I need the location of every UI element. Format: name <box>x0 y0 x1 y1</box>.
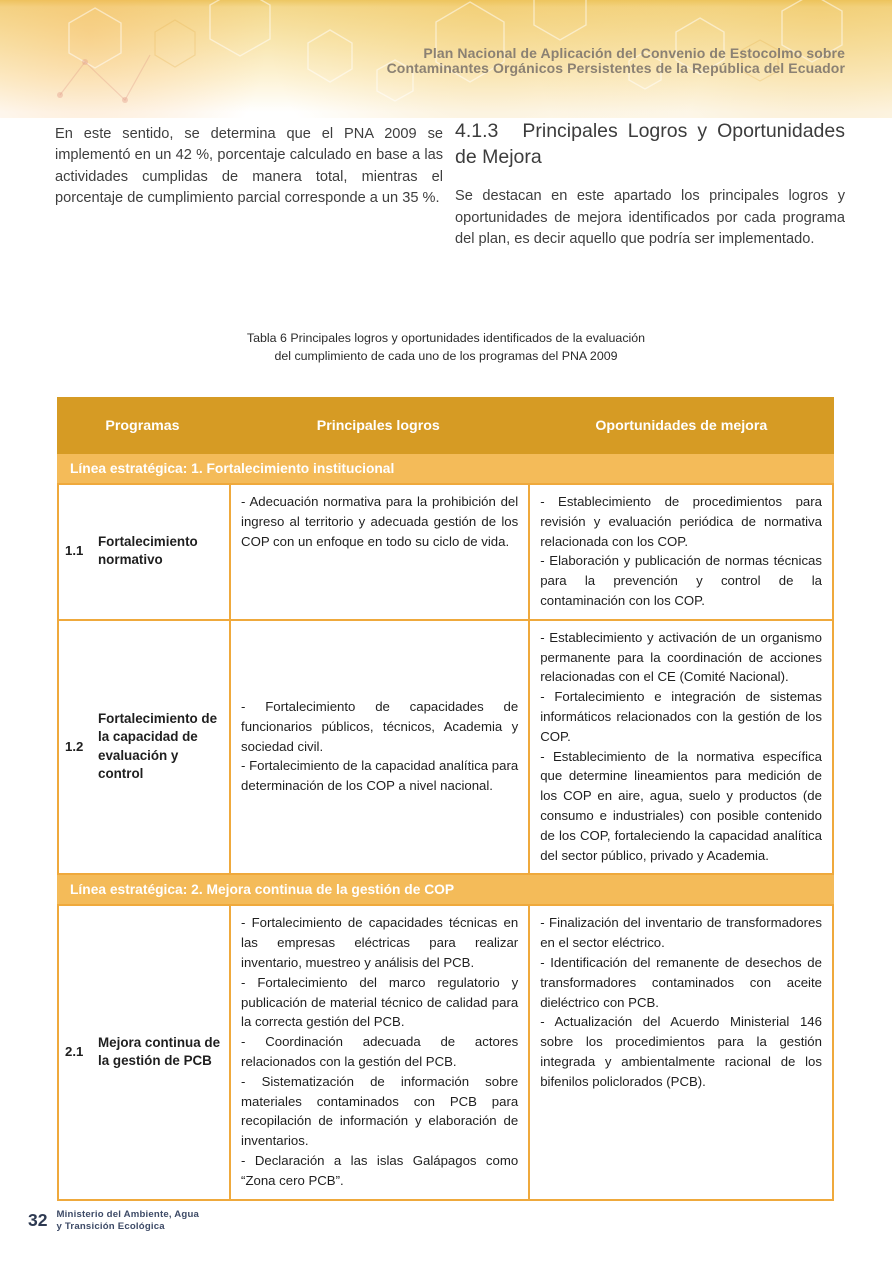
oportunidad-item: - Identificación del remanente de desechos de transformadores contaminados con aceite dieléctrico con PCB. <box>540 954 822 1010</box>
intro-paragraph-left: En este sentido, se determina que el PNA 2009 se implementó en un 42 %, porcentaje calculado en base a las actividades cumplidas de manera total, mientras el porcentaje de cumplimiento parcial corresponde a un 35 %. <box>55 126 443 206</box>
section-column <box>455 119 845 250</box>
logro-item: - Coordinación adecuada de actores relacionados con la gestión del PCB. <box>241 1034 519 1069</box>
logro-item: - Sistematización de información sobre materiales contaminados con PCB para recopilación de información y elaboración de inventarios. <box>241 1073 519 1149</box>
oportunidad-item: - Establecimiento de la normativa específica que determine lineamientos para medición de los COP en aire, agua, suelo y productos (de consumo e industriales) con posible contenido de los COP, fortaleciendo la capacidad analítica del sector público, privado y Academia. <box>540 748 822 863</box>
table-header-row <box>57 397 834 454</box>
program-cell <box>59 485 229 619</box>
table-caption-line1: Tabla 6 Principales logros y oportunidades identificados de la evaluación <box>246 331 646 345</box>
section-heading <box>455 119 845 170</box>
oportunidad-item: - Fortalecimiento e integración de sistemas informáticos relacionados con la gestión de los COP. <box>540 689 822 744</box>
ministry-line1: Ministerio del Ambiente, Agua <box>56 1209 200 1220</box>
oportunidades-cell <box>528 621 832 874</box>
report-title <box>387 46 845 76</box>
logros-cell <box>229 906 528 1198</box>
column-header-programas: Programas <box>105 417 180 434</box>
ministry-line2: y Transición Ecológica <box>56 1220 165 1232</box>
logro-item: - Fortalecimiento de capacidades de funcionarios públicos, técnicos, Academia y sociedad civil. <box>241 699 519 754</box>
column-header-oportunidades: Oportunidades de mejora <box>595 417 768 434</box>
logro-item: - Fortalecimiento de capacidades técnicas en las empresas eléctricas para realizar inventario, muestreo y análisis del PCB. <box>241 915 519 970</box>
program-name: Mejora continua de la gestión de PCB <box>98 1034 221 1068</box>
oportunidad-item: - Establecimiento y activación de un organismo permanente para la coordinación de acciones relacionadas con el CE (Comité Nacional). <box>540 629 822 685</box>
program-number: 1.2 <box>65 738 84 754</box>
section-number: 4.1.3 <box>455 120 499 142</box>
oportunidad-item: - Elaboración y publicación de normas técnicas para la prevención y control de la contaminación con los COP. <box>540 553 822 608</box>
column-header-logros: Principales logros <box>316 417 440 434</box>
report-title-line1: Plan Nacional de Aplicación del Convenio de Estocolmo sobre <box>423 45 845 61</box>
table-caption <box>0 330 892 366</box>
logros-cell <box>229 485 528 619</box>
page-header <box>0 0 892 118</box>
oportunidades-cell <box>528 485 832 619</box>
table-caption-line2: del cumplimiento de cada uno de los programas del PNA 2009 <box>274 348 618 363</box>
program-name: Fortalecimiento normativo <box>98 534 198 568</box>
table-row <box>57 621 834 876</box>
table-row <box>57 904 834 1200</box>
logros-cell <box>229 621 528 874</box>
strategic-line-band-2: Línea estratégica: 2. Mejora continua de la gestión de COP <box>57 875 834 904</box>
program-name: Fortalecimiento de la capacidad de evaluación y control <box>98 711 218 781</box>
logro-item: - Adecuación normativa para la prohibición del ingreso al territorio y adecuada gestión de los COP con un enfoque en todo su ciclo de vida. <box>241 494 519 549</box>
logros-oportunidades-table <box>57 397 834 1201</box>
program-cell <box>59 621 229 874</box>
oportunidad-item: - Establecimiento de procedimientos para revisión y evaluación periódica de normativa relacionada con los COP. <box>540 494 822 549</box>
oportunidad-item: - Actualización del Acuerdo Ministerial 146 sobre los procedimientos para la gestión integrada y ambientalmente racional de los bifenilos policlorados (PCB). <box>540 1014 822 1089</box>
logro-item: - Fortalecimiento del marco regulatorio y publicación de material técnico de calidad para la correcta gestión del PCB. <box>241 974 519 1030</box>
program-number: 1.1 <box>65 543 84 559</box>
page-number: 32 <box>28 1210 48 1230</box>
oportunidad-item: - Finalización del inventario de transformadores en el sector eléctrico. <box>540 915 822 951</box>
strategic-line-band-1: Línea estratégica: 1. Fortalecimiento institucional <box>57 454 834 483</box>
table-row <box>57 483 834 621</box>
page-footer <box>28 1209 199 1232</box>
section-title: Principales Logros y Oportunidades de Mejora <box>455 120 845 168</box>
logro-item: - Declaración a las islas Galápagos como “Zona cero PCB”. <box>241 1152 519 1188</box>
oportunidades-cell <box>528 906 832 1198</box>
program-number: 2.1 <box>65 1044 84 1060</box>
program-cell <box>59 906 229 1198</box>
report-title-line2: Contaminantes Orgánicos Persistentes de la República del Ecuador <box>386 60 845 76</box>
logro-item: - Fortalecimiento de la capacidad analítica para determinación de los COP a nivel nacional. <box>241 758 519 794</box>
section-paragraph: Se destacan en este apartado los principales logros y oportunidades de mejora identificados por cada programa del plan, es decir aquello que podría ser implementado. <box>455 188 845 248</box>
ministry-name <box>56 1209 199 1232</box>
